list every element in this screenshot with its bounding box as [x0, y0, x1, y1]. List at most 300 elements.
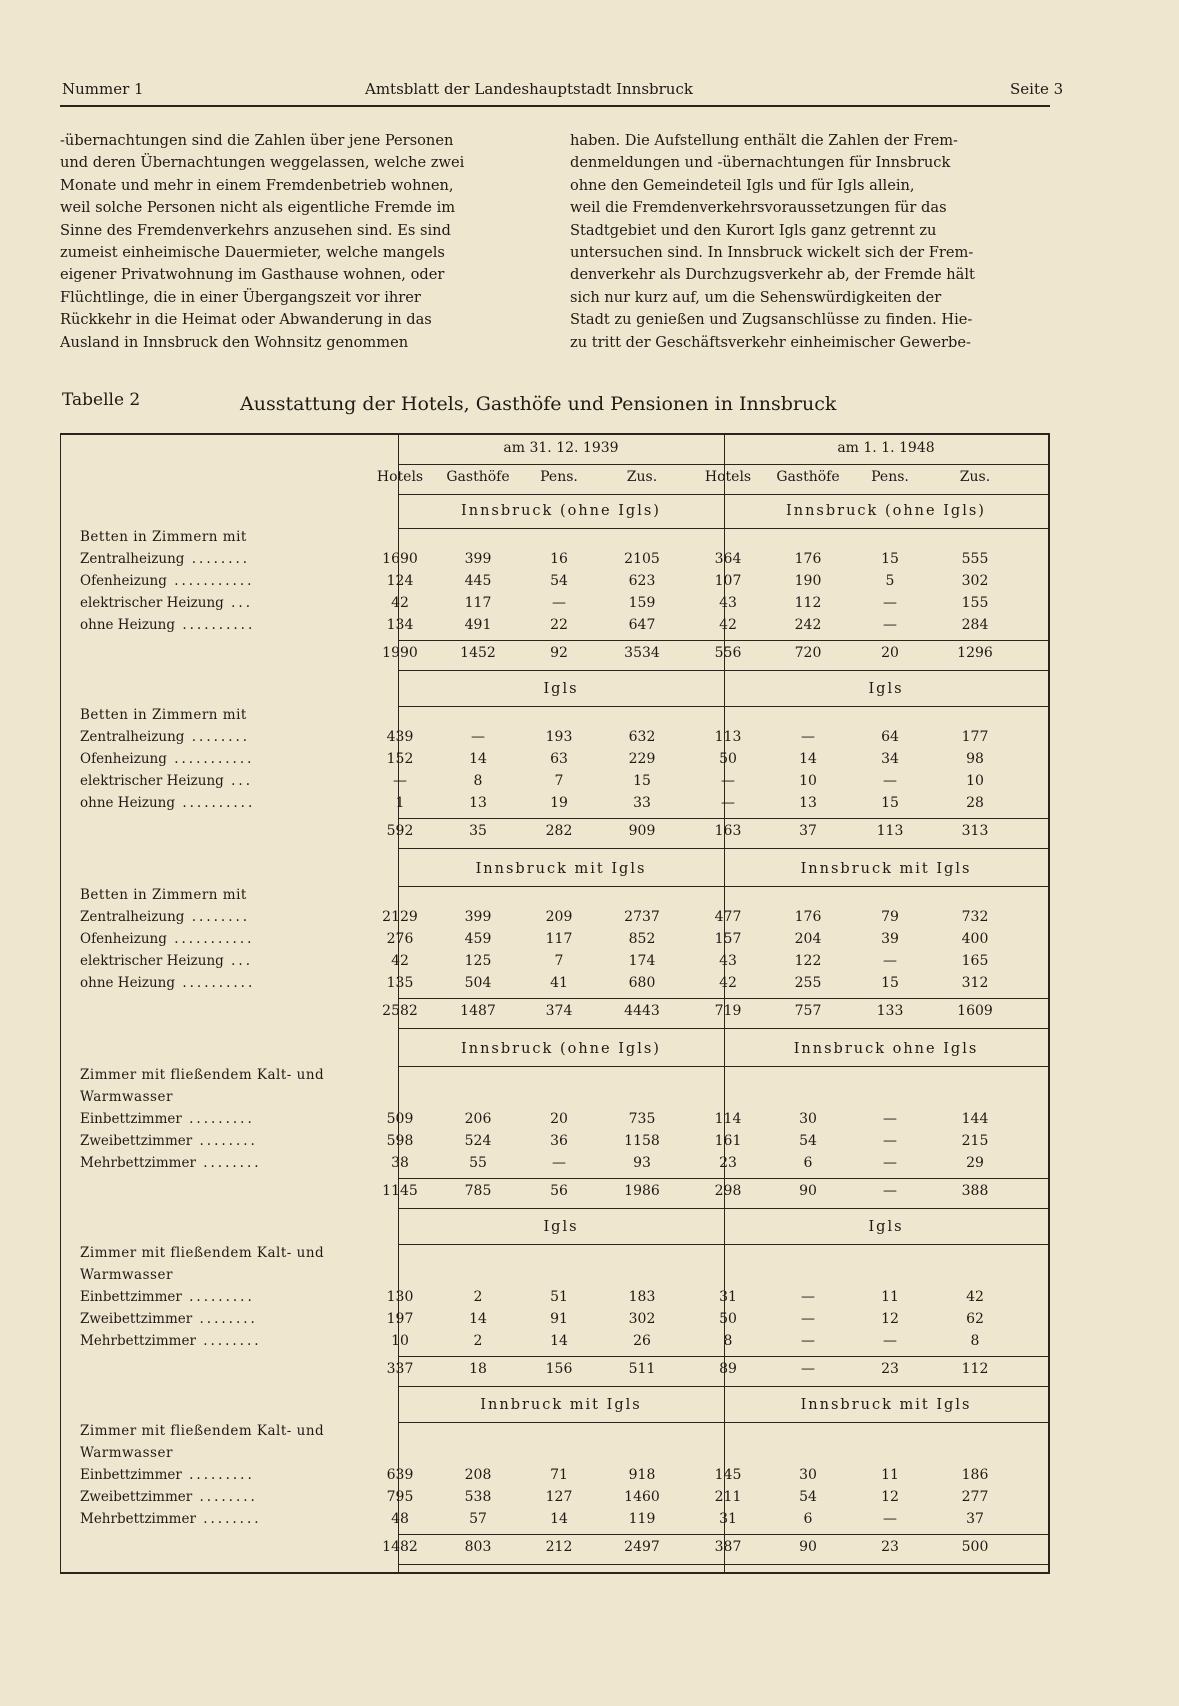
row-label-text: elektrischer Heizung: [80, 773, 224, 789]
row-label: [80, 975, 255, 991]
table-cell: 504: [464, 975, 492, 991]
table-cell: 918: [628, 1467, 656, 1483]
row-label-text: Ofenheizung: [80, 573, 167, 589]
table-cell: 124: [386, 573, 414, 589]
subtotal-rule: [398, 1534, 1048, 1535]
column-header: Hotels: [376, 469, 424, 485]
table-cell: 122: [794, 953, 822, 969]
date-header-1948: am 1. 1. 1948: [837, 440, 935, 456]
column-header: Hotels: [704, 469, 752, 485]
leader-dots: ...: [223, 773, 253, 789]
total-cell: 2497: [624, 1539, 660, 1555]
table-cell: 852: [628, 931, 656, 947]
header-bottom-rule: [398, 494, 1048, 495]
table-cell: 29: [966, 1155, 984, 1171]
row-label-text: elektrischer Heizung: [80, 595, 224, 611]
table-cell: 7: [554, 773, 564, 789]
table-cell: 276: [386, 931, 414, 947]
table-cell: 113: [714, 729, 742, 745]
table-cell: 22: [550, 617, 568, 633]
row-group-label: Zimmer mit fließendem Kalt- und: [80, 1423, 325, 1439]
table-cell: 555: [961, 551, 989, 567]
total-cell: 212: [545, 1539, 573, 1555]
table-cell: 34: [881, 751, 899, 767]
block-bottom-rule: [398, 1028, 1048, 1029]
total-cell: 113: [876, 823, 904, 839]
leader-dots: ........: [195, 1511, 262, 1527]
table-cell: 119: [628, 1511, 656, 1527]
total-cell: 313: [961, 823, 989, 839]
table-cell: 42: [719, 617, 737, 633]
block-bottom-rule: [398, 1208, 1048, 1209]
row-label-text: Ofenheizung: [80, 751, 167, 767]
leader-dots: ...: [223, 595, 253, 611]
total-cell: —: [801, 1361, 815, 1377]
table-cell: 98: [966, 751, 984, 767]
table-left-border: [60, 433, 61, 1574]
table-cell: 114: [714, 1111, 742, 1127]
text-line: und deren Übernachtungen weggelassen, welche zwei: [60, 154, 465, 172]
table-cell: 28: [966, 795, 984, 811]
section-heading-rule: [398, 528, 1048, 529]
row-group-label: Betten in Zimmern mit: [80, 887, 247, 903]
row-group-label: Warmwasser: [80, 1445, 173, 1461]
table-cell: 15: [881, 975, 899, 991]
table-cell: 632: [628, 729, 656, 745]
total-cell: 757: [794, 1003, 822, 1019]
text-line: Flüchtlinge, die in einer Übergangszeit vor ihrer: [60, 288, 421, 306]
table-cell: 33: [633, 795, 651, 811]
table-cell: 211: [714, 1489, 742, 1505]
table-cell: 41: [550, 975, 568, 991]
table-cell: 145: [714, 1467, 742, 1483]
text-line: Monate und mehr in einem Fremdenbetrieb wohnen,: [60, 176, 454, 194]
column-header: Pens.: [871, 469, 909, 485]
section-heading-rule: [398, 886, 1048, 887]
table-cell: 2: [473, 1333, 483, 1349]
total-cell: 1609: [957, 1003, 993, 1019]
leader-dots: ...........: [166, 931, 255, 947]
row-label-text: Zweibettzimmer: [80, 1133, 193, 1149]
table-cell: —: [393, 773, 407, 789]
table-label: Tabelle 2: [62, 390, 141, 410]
total-cell: 1986: [624, 1183, 660, 1199]
leader-dots: ..........: [175, 795, 256, 811]
row-label-text: ohne Heizung: [80, 795, 176, 811]
section-heading: Innsbruck ohne Igls: [793, 1041, 979, 1057]
row-label-text: Mehrbettzimmer: [80, 1333, 196, 1349]
row-label: [80, 751, 254, 767]
table-cell: 54: [799, 1133, 817, 1149]
section-heading-rule: [398, 1422, 1048, 1423]
leader-dots: ........: [192, 1311, 258, 1327]
text-line: weil solche Personen nicht als eigentliche Fremde im: [60, 199, 456, 217]
table-cell: 11: [881, 1289, 899, 1305]
table-cell: 112: [794, 595, 822, 611]
table-cell: 107: [714, 573, 742, 589]
total-cell: 133: [876, 1003, 904, 1019]
table-cell: 7: [554, 953, 564, 969]
row-label-text: Mehrbettzimmer: [80, 1511, 196, 1527]
table-cell: 62: [966, 1311, 984, 1327]
table-right-border: [1048, 433, 1050, 1574]
text-line: ohne den Gemeindeteil Igls und für Igls allein,: [570, 176, 915, 194]
table-cell: —: [883, 595, 897, 611]
row-label-text: Zentralheizung: [80, 909, 185, 925]
block-bottom-rule: [398, 1564, 1048, 1565]
table-cell: 2105: [624, 551, 660, 567]
text-line: Sinne des Fremdenverkehrs anzusehen sind. Es sind: [60, 221, 451, 239]
row-label: [80, 1489, 258, 1505]
table-cell: 12: [881, 1311, 899, 1327]
table-cell: 11: [881, 1467, 899, 1483]
table-cell: 79: [881, 909, 899, 925]
leader-dots: ..........: [175, 975, 256, 991]
table-cell: 174: [628, 953, 656, 969]
table-cell: 37: [966, 1511, 984, 1527]
text-line: zu tritt der Geschäftsverkehr einheimischer Gewerbe-: [570, 333, 971, 351]
text-line: eigener Privatwohnung im Gasthause wohnen, oder: [60, 266, 445, 284]
section-heading: Innsbruck mit Igls: [800, 861, 972, 877]
section-heading: Innsbruck mit Igls: [800, 1397, 972, 1413]
row-label: [80, 1311, 258, 1327]
section-heading: Igls: [543, 681, 579, 697]
page-number-label: Nummer 1: [62, 80, 144, 98]
text-line: haben. Die Aufstellung enthält die Zahlen der Frem-: [570, 132, 958, 149]
table-cell: 186: [961, 1467, 989, 1483]
leader-dots: .........: [181, 1111, 255, 1127]
table-cell: 43: [719, 595, 737, 611]
table-cell: 144: [961, 1111, 989, 1127]
table-cell: 176: [794, 551, 822, 567]
table-cell: 538: [464, 1489, 492, 1505]
total-cell: 500: [961, 1539, 989, 1555]
section-heading: Innbruck mit Igls: [480, 1397, 642, 1413]
table-cell: —: [801, 1333, 815, 1349]
table-cell: 117: [545, 931, 573, 947]
total-cell: 282: [545, 823, 573, 839]
table-cell: 42: [719, 975, 737, 991]
table-cell: 8: [970, 1333, 980, 1349]
table-cell: 2129: [382, 909, 418, 925]
table-cell: 30: [799, 1111, 817, 1127]
table-cell: 1158: [624, 1133, 660, 1149]
total-cell: 909: [628, 823, 656, 839]
table-cell: 639: [386, 1467, 414, 1483]
total-cell: 156: [545, 1361, 573, 1377]
total-cell: 556: [714, 645, 742, 661]
total-cell: 1296: [957, 645, 993, 661]
total-cell: 511: [628, 1361, 656, 1377]
table-cell: 93: [633, 1155, 651, 1171]
table-cell: 176: [794, 909, 822, 925]
total-cell: 92: [550, 645, 568, 661]
table-cell: 13: [799, 795, 817, 811]
row-label-text: Einbettzimmer: [80, 1467, 182, 1483]
total-cell: 4443: [624, 1003, 660, 1019]
table-cell: 680: [628, 975, 656, 991]
table-cell: 152: [386, 751, 414, 767]
table-cell: 6: [803, 1155, 813, 1171]
text-column-left: [60, 130, 550, 354]
leader-dots: .........: [181, 1289, 255, 1305]
row-label-text: Einbettzimmer: [80, 1111, 182, 1127]
table-cell: 277: [961, 1489, 989, 1505]
table-cell: —: [883, 1155, 897, 1171]
row-label: [80, 931, 254, 947]
table-cell: 8: [473, 773, 483, 789]
table-cell: 524: [464, 1133, 492, 1149]
table-cell: 54: [799, 1489, 817, 1505]
table-cell: 302: [961, 573, 989, 589]
table-cell: —: [883, 1511, 897, 1527]
table-cell: 509: [386, 1111, 414, 1127]
table-cell: 242: [794, 617, 822, 633]
table-cell: —: [721, 773, 735, 789]
total-cell: 298: [714, 1183, 742, 1199]
block-bottom-rule: [398, 670, 1048, 671]
row-label: [80, 953, 253, 969]
leader-dots: .........: [181, 1467, 255, 1483]
table-top-border: [60, 433, 1048, 435]
table-cell: 15: [881, 551, 899, 567]
table-cell: 48: [391, 1511, 409, 1527]
journal-title: Amtsblatt der Landeshauptstadt Innsbruck: [365, 80, 693, 98]
row-group-label: Warmwasser: [80, 1089, 173, 1105]
text-line: denverkehr als Durchzugsverkehr ab, der Fremde hält: [570, 266, 975, 284]
table-cell: 732: [961, 909, 989, 925]
total-cell: 20: [881, 645, 899, 661]
row-label: [80, 1133, 258, 1149]
table-cell: 477: [714, 909, 742, 925]
table-cell: 42: [966, 1289, 984, 1305]
subtotal-rule: [398, 1356, 1048, 1357]
text-line: untersuchen sind. In Innsbruck wickelt sich der Frem-: [570, 244, 974, 262]
table-cell: —: [883, 1333, 897, 1349]
table-cell: 10: [966, 773, 984, 789]
subtotal-rule: [398, 998, 1048, 999]
column-header: Gasthöfe: [776, 469, 840, 485]
total-cell: 720: [794, 645, 822, 661]
row-label: [80, 1333, 262, 1349]
total-cell: 112: [961, 1361, 989, 1377]
table-cell: —: [883, 617, 897, 633]
total-cell: —: [883, 1183, 897, 1199]
table-cell: —: [801, 1311, 815, 1327]
row-label-text: Zweibettzimmer: [80, 1489, 193, 1505]
total-cell: 803: [464, 1539, 492, 1555]
table-cell: 127: [545, 1489, 573, 1505]
row-label: [80, 1511, 262, 1527]
table-cell: 50: [719, 751, 737, 767]
total-cell: 374: [545, 1003, 573, 1019]
total-cell: 23: [881, 1539, 899, 1555]
table-cell: 400: [961, 931, 989, 947]
section-heading: Igls: [543, 1219, 579, 1235]
table-cell: —: [552, 1155, 566, 1171]
table-cell: 31: [719, 1289, 737, 1305]
table-cell: 197: [386, 1311, 414, 1327]
row-label: [80, 551, 250, 567]
row-label: [80, 909, 250, 925]
text-line: Rückkehr in die Heimat oder Abwanderung in das: [60, 311, 432, 329]
subtotal-rule: [398, 640, 1048, 641]
row-label: [80, 595, 253, 611]
leader-dots: ........: [195, 1333, 262, 1349]
table-cell: 159: [628, 595, 656, 611]
leader-dots: ........: [192, 1133, 258, 1149]
table-cell: 8: [723, 1333, 733, 1349]
subtotal-rule: [398, 818, 1048, 819]
table-cell: 208: [464, 1467, 492, 1483]
table-cell: 13: [469, 795, 487, 811]
total-cell: 90: [799, 1539, 817, 1555]
table-cell: 14: [799, 751, 817, 767]
table-cell: 14: [550, 1511, 568, 1527]
row-label-text: ohne Heizung: [80, 975, 176, 991]
table-cell: 117: [464, 595, 492, 611]
table-cell: 36: [550, 1133, 568, 1149]
table-cell: 229: [628, 751, 656, 767]
header-rule: [60, 105, 1050, 107]
text-line: Stadt zu genießen und Zugsanschlüsse zu finden. Hie-: [570, 311, 973, 329]
column-header: Zus.: [626, 469, 658, 485]
table-cell: —: [883, 773, 897, 789]
table-cell: 16: [550, 551, 568, 567]
row-group-label: Betten in Zimmern mit: [80, 529, 247, 545]
leader-dots: ...........: [166, 573, 255, 589]
table-cell: 157: [714, 931, 742, 947]
total-cell: 785: [464, 1183, 492, 1199]
table-cell: 26: [633, 1333, 651, 1349]
table-cell: 399: [464, 909, 492, 925]
table-cell: —: [552, 595, 566, 611]
section-heading-rule: [398, 706, 1048, 707]
total-cell: 387: [714, 1539, 742, 1555]
row-label: [80, 1111, 255, 1127]
table-cell: 204: [794, 931, 822, 947]
text-line: denmeldungen und -übernachtungen für Innsbruck: [570, 154, 951, 172]
total-cell: 3534: [624, 645, 660, 661]
table-cell: 302: [628, 1311, 656, 1327]
table-cell: —: [471, 729, 485, 745]
table-cell: 459: [464, 931, 492, 947]
section-heading: Igls: [868, 1219, 904, 1235]
table-cell: —: [883, 953, 897, 969]
page-label: Seite 3: [1010, 80, 1064, 98]
table-cell: 255: [794, 975, 822, 991]
total-cell: 90: [799, 1183, 817, 1199]
table-cell: 63: [550, 751, 568, 767]
table-cell: —: [883, 1133, 897, 1149]
table-cell: 14: [469, 751, 487, 767]
total-cell: 163: [714, 823, 742, 839]
total-cell: 23: [881, 1361, 899, 1377]
leader-dots: ...........: [166, 751, 255, 767]
table-cell: 42: [391, 953, 409, 969]
table-cell: 5: [885, 573, 895, 589]
row-label: [80, 1155, 262, 1171]
text-line: weil die Fremdenverkehrsvoraussetzungen für das: [570, 199, 947, 217]
table-cell: 623: [628, 573, 656, 589]
table-cell: 54: [550, 573, 568, 589]
row-label-text: Zweibettzimmer: [80, 1311, 193, 1327]
table-cell: 364: [714, 551, 742, 567]
table-cell: 130: [386, 1289, 414, 1305]
table-cell: 39: [881, 931, 899, 947]
text-line: Ausland in Innsbruck den Wohnsitz genommen: [60, 333, 409, 351]
total-cell: 1145: [382, 1183, 418, 1199]
row-label-text: Einbettzimmer: [80, 1289, 182, 1305]
text-column-right: [570, 130, 1060, 354]
table-cell: 57: [469, 1511, 487, 1527]
table-cell: 30: [799, 1467, 817, 1483]
table-cell: 43: [719, 953, 737, 969]
text-line: zumeist einheimische Dauermieter, welche mangels: [60, 244, 445, 262]
total-cell: 89: [719, 1361, 737, 1377]
block-bottom-rule: [398, 848, 1048, 849]
table-cell: 215: [961, 1133, 989, 1149]
row-label: [80, 1467, 255, 1483]
table-cell: 284: [961, 617, 989, 633]
total-cell: 35: [469, 823, 487, 839]
subtotal-rule: [398, 1178, 1048, 1179]
table-cell: 31: [719, 1511, 737, 1527]
leader-dots: ..........: [175, 617, 256, 633]
table-cell: 1690: [382, 551, 418, 567]
table-cell: 2: [473, 1289, 483, 1305]
text-line: sich nur kurz auf, um die Sehenswürdigkeiten der: [570, 288, 942, 306]
total-cell: 1487: [460, 1003, 496, 1019]
row-label: [80, 573, 254, 589]
table-cell: 2737: [624, 909, 660, 925]
row-group-label: Zimmer mit fließendem Kalt- und: [80, 1245, 325, 1261]
table-cell: 209: [545, 909, 573, 925]
total-cell: 388: [961, 1183, 989, 1199]
table-cell: 55: [469, 1155, 487, 1171]
table-cell: 1: [395, 795, 405, 811]
text-line: Stadtgebiet und den Kurort Igls ganz getrennt zu: [570, 221, 937, 239]
section-heading: Innsbruck mit Igls: [475, 861, 647, 877]
table-cell: 50: [719, 1311, 737, 1327]
column-header: Zus.: [959, 469, 991, 485]
row-label: [80, 729, 250, 745]
row-label-text: Mehrbettzimmer: [80, 1155, 196, 1171]
section-heading: Innsbruck (ohne Igls): [786, 503, 986, 519]
row-label: [80, 795, 255, 811]
table-cell: 38: [391, 1155, 409, 1171]
table-cell: 135: [386, 975, 414, 991]
table-cell: 1460: [624, 1489, 660, 1505]
table-cell: 14: [550, 1333, 568, 1349]
header-rule: [398, 464, 1048, 465]
row-label-text: ohne Heizung: [80, 617, 176, 633]
table-cell: 71: [550, 1467, 568, 1483]
row-label-text: elektrischer Heizung: [80, 953, 224, 969]
leader-dots: ........: [192, 1489, 258, 1505]
total-cell: 719: [714, 1003, 742, 1019]
table-cell: 598: [386, 1133, 414, 1149]
row-label-text: Zentralheizung: [80, 551, 185, 567]
table-cell: 190: [794, 573, 822, 589]
table-cell: —: [883, 1111, 897, 1127]
table-cell: 19: [550, 795, 568, 811]
column-header: Pens.: [540, 469, 578, 485]
row-group-label: Zimmer mit fließendem Kalt- und: [80, 1067, 325, 1083]
table-cell: —: [801, 1289, 815, 1305]
table-cell: 20: [550, 1111, 568, 1127]
total-cell: 56: [550, 1183, 568, 1199]
